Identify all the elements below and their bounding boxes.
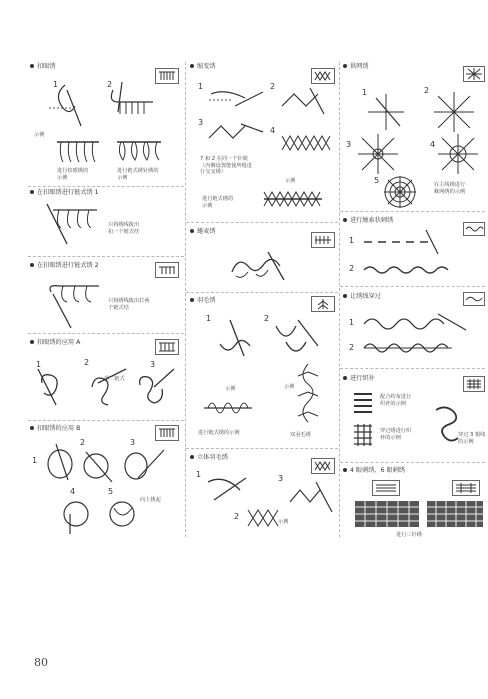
step-number: 1 bbox=[32, 456, 38, 465]
step-number: 1 bbox=[196, 470, 202, 479]
step-number: 1 bbox=[362, 88, 368, 97]
step-number: 2 bbox=[424, 86, 430, 95]
section-title-c1: 缩变绣 bbox=[190, 64, 216, 70]
buttonhole-stitch-icon bbox=[155, 68, 179, 84]
r1-diagram-3 bbox=[356, 132, 400, 176]
r4-example-a bbox=[352, 390, 374, 416]
c3-diagram-1 bbox=[210, 316, 258, 364]
row-divider bbox=[340, 368, 485, 369]
caption-c3-example: 示例 bbox=[225, 386, 236, 392]
step-number: 5 bbox=[108, 487, 114, 496]
section-title-c3: 羽毛绣 bbox=[190, 298, 216, 304]
row-divider bbox=[340, 286, 485, 287]
caption-r4-a: 配合约布进行 织补的示例 bbox=[380, 394, 412, 407]
caption-example: 示例 bbox=[34, 132, 45, 138]
step-number: 1 bbox=[349, 236, 355, 245]
step-number: 1 bbox=[206, 314, 212, 323]
caption-r4-c: 穿过 3 根线 的示例 bbox=[458, 432, 486, 445]
caption-buttonhole-a: 进行扣眼绣的 示例 bbox=[57, 168, 89, 181]
spider-web-icon bbox=[463, 66, 485, 82]
step-number: 2 bbox=[349, 264, 355, 273]
caption-c3-a: 进行链式绣的示例 bbox=[198, 430, 240, 436]
c4-icon bbox=[311, 458, 335, 474]
caption-r1: 在主线绣进行 蛛网绣的示例 bbox=[434, 182, 466, 195]
step-number: 4 bbox=[430, 140, 436, 149]
r2-icon bbox=[463, 222, 485, 236]
section-title-r3: 让绣线穿过 bbox=[343, 294, 381, 300]
caption-chain-1: 只将绣线拨出 扣一个链式结 bbox=[108, 222, 140, 235]
r3-diagram-2 bbox=[362, 338, 462, 358]
step-number: 2 bbox=[80, 438, 86, 447]
c1-diagram-3 bbox=[205, 120, 265, 146]
step-number: 2 bbox=[264, 314, 270, 323]
c1-diagram-4 bbox=[280, 132, 336, 154]
row-divider bbox=[28, 420, 184, 421]
buttonhole-example-a bbox=[55, 138, 103, 168]
r1-diagram-1 bbox=[366, 92, 406, 132]
caption-chain-2: 只将绣线拨出打两 个链式结 bbox=[108, 298, 150, 311]
application-a-diagram-3 bbox=[134, 365, 178, 410]
row-divider bbox=[186, 292, 338, 293]
section-title-chain-2: 在扣眼绣进行链式绣 2 bbox=[30, 263, 99, 269]
row-divider bbox=[28, 186, 184, 187]
buttonhole-diagram-1 bbox=[45, 80, 95, 130]
step-number: 5 bbox=[374, 176, 380, 185]
r3-diagram-1 bbox=[362, 310, 472, 334]
step-number: 2 bbox=[107, 80, 113, 89]
row-divider bbox=[340, 462, 485, 463]
c2-icon bbox=[311, 232, 335, 248]
caption-c1-b: 进行链式绣的 示例 bbox=[202, 196, 234, 209]
application-b-diagram-4 bbox=[56, 494, 96, 540]
buttonhole-example-b bbox=[115, 138, 165, 168]
step-number: 3 bbox=[198, 118, 204, 127]
section-title-buttonhole: 扣眼绣 bbox=[30, 64, 56, 70]
r2-diagram-2 bbox=[362, 262, 462, 278]
r4-example-b bbox=[352, 422, 374, 448]
page-number: 80 bbox=[34, 656, 48, 669]
c4-diagram-1 bbox=[204, 472, 254, 506]
r5-icon-right bbox=[452, 480, 480, 496]
caption-r5: 进行三针绣 bbox=[396, 532, 422, 538]
section-title-r4: 进行织补 bbox=[343, 376, 375, 382]
caption-c3-b: 双羽毛绣 bbox=[290, 432, 311, 438]
section-title-r2: 进行缠索状刺绣 bbox=[343, 218, 393, 224]
chain-stitch-diagram-2 bbox=[45, 280, 105, 330]
row-divider bbox=[28, 333, 184, 334]
r3-icon bbox=[463, 292, 485, 306]
application-b-diagram-5 bbox=[104, 496, 144, 536]
step-number: 3 bbox=[150, 360, 156, 369]
r2-diagram-1 bbox=[362, 228, 462, 256]
step-number: 3 bbox=[346, 140, 352, 149]
c3-diagram-2 bbox=[272, 316, 322, 364]
section-title-c2: 蜷麦绣 bbox=[190, 229, 216, 235]
step-number: 1 bbox=[349, 318, 355, 327]
row-divider bbox=[340, 211, 485, 212]
c2-diagram bbox=[228, 246, 292, 286]
r5-icon-left bbox=[372, 480, 400, 496]
c1-diagram-1 bbox=[205, 86, 265, 114]
section-title-chain-1: 在扣眼绣进行链式绣 1 bbox=[30, 190, 99, 196]
cross-stitch-icon bbox=[311, 68, 335, 84]
step-number: 4 bbox=[70, 487, 76, 496]
r1-diagram-4 bbox=[436, 132, 480, 176]
application-a-diagram-2 bbox=[88, 365, 128, 410]
section-title-application-b: 扣眼绣的应用 B bbox=[30, 426, 80, 432]
row-divider bbox=[186, 222, 338, 223]
r1-diagram-5 bbox=[382, 174, 418, 210]
step-number: 1 bbox=[36, 360, 42, 369]
chain-stitch-diagram-1 bbox=[45, 200, 105, 248]
row-divider bbox=[186, 448, 338, 449]
c1-diagram-2 bbox=[280, 86, 336, 116]
application-a-icon bbox=[155, 339, 179, 355]
caption-r4-b: 穿过绣进行织 补的示例 bbox=[380, 428, 412, 441]
step-number: 2 bbox=[84, 358, 90, 367]
caption-buttonhole-b: 进行链式绣针绣的 示例 bbox=[117, 168, 159, 181]
r5-pattern-right bbox=[426, 500, 484, 528]
step-number: 3 bbox=[278, 474, 284, 483]
c3-example-b bbox=[294, 362, 324, 428]
caption-c1-c: 示例 bbox=[285, 178, 296, 184]
section-title-c4: 立体羽毛绣 bbox=[190, 455, 228, 461]
step-number: 1 bbox=[53, 80, 59, 89]
section-title-r5: 4 眼刺绣、6 眼刺绣 bbox=[343, 468, 405, 474]
section-title-r1: 供网绣 bbox=[343, 64, 369, 70]
application-a-diagram-1 bbox=[34, 365, 74, 410]
c3-example-a bbox=[202, 394, 254, 424]
row-divider bbox=[28, 256, 184, 257]
step-number: 1 bbox=[198, 82, 204, 91]
application-b-diagram-3 bbox=[118, 448, 168, 484]
buttonhole-diagram-2 bbox=[108, 80, 158, 120]
step-number: 3 bbox=[130, 438, 136, 447]
darning-icon bbox=[463, 376, 485, 392]
application-b-diagram-2 bbox=[76, 448, 120, 486]
application-b-icon bbox=[155, 425, 179, 441]
r5-pattern-left bbox=[354, 500, 420, 528]
step-number: 2 bbox=[349, 343, 355, 352]
r1-diagram-2 bbox=[432, 90, 476, 134]
column-divider-right bbox=[339, 62, 340, 537]
caption-c3-c: 示例 bbox=[284, 384, 295, 390]
step-number: 2 bbox=[270, 82, 276, 91]
c1-example bbox=[262, 188, 326, 210]
caption-application-a: 第二链式 bbox=[104, 376, 125, 382]
chain-stitch-icon bbox=[155, 262, 179, 278]
step-number: 4 bbox=[270, 126, 276, 135]
feather-stitch-icon bbox=[311, 296, 335, 312]
caption-c4: 示例 bbox=[278, 519, 289, 525]
step-number: 2 bbox=[234, 512, 240, 521]
section-title-application-a: 扣眼绣的应用 A bbox=[30, 340, 80, 346]
caption-application-b: 向上挑起 bbox=[140, 497, 161, 503]
c4-diagram-3 bbox=[286, 476, 336, 516]
caption-c1-a: 7 和 2 在同一个针眼 （内侧设置能使所缝进 行交叉绣） bbox=[200, 156, 252, 175]
column-divider-left bbox=[185, 62, 186, 537]
r4-example-c bbox=[430, 404, 460, 444]
